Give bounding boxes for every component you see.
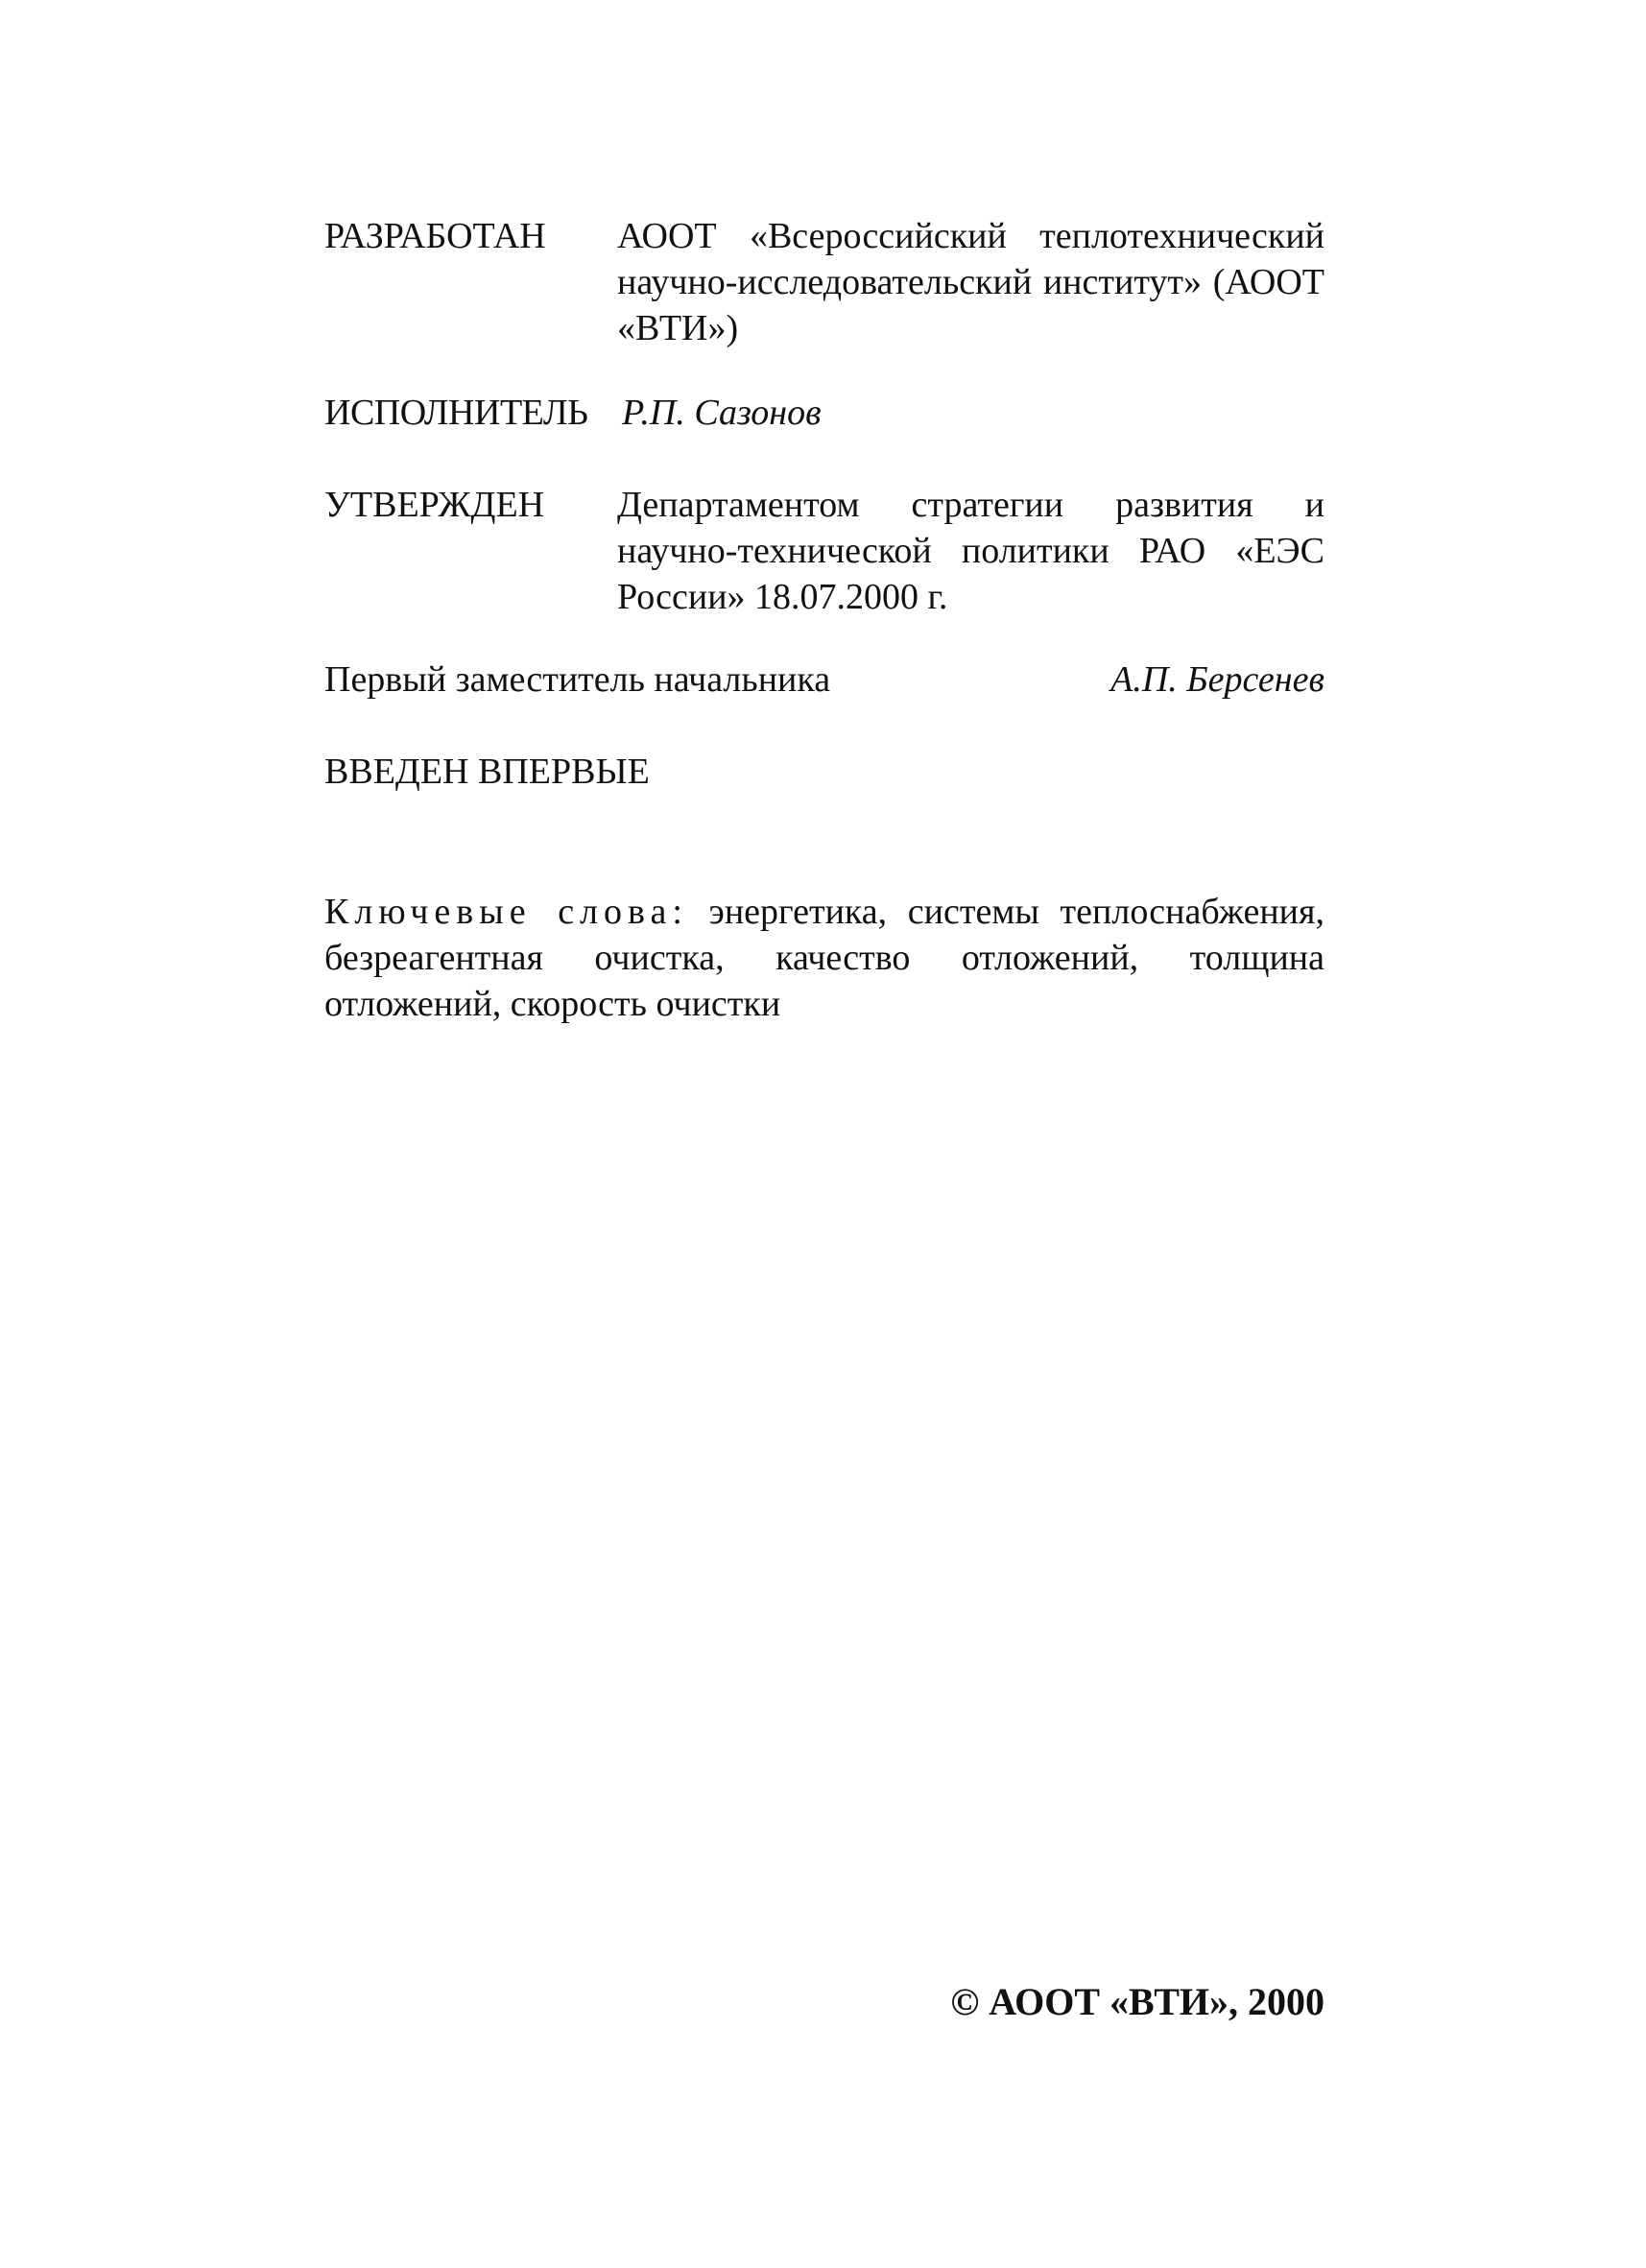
developed-text: АООТ «Всероссийский теплотехнический научно-исследовательский институт» (АООТ «ВТИ») bbox=[617, 216, 1324, 348]
executor-section bbox=[324, 390, 1324, 436]
copyright-notice: © АООТ «ВТИ», 2000 bbox=[950, 1980, 1324, 2023]
executor-name: Р.П. Сазонов bbox=[622, 393, 822, 433]
approver-line bbox=[324, 657, 1324, 703]
approved-label: УТВЕРЖДЕН bbox=[324, 485, 545, 525]
introduced-text: ВВЕДЕН ВПЕРВЫЕ bbox=[324, 752, 650, 792]
keywords-label: Ключевые слова: bbox=[324, 892, 688, 932]
developed-section bbox=[324, 213, 1324, 351]
approver-position: Первый заместитель начальника bbox=[324, 659, 831, 700]
keywords-text: энергетика, системы теплоснабжения, безреагентная очистка, качество отложений, толщина отложений, скорость очистки bbox=[324, 892, 1324, 1024]
introduced-line bbox=[324, 749, 1324, 795]
developed-label: РАЗРАБОТАН bbox=[324, 216, 546, 256]
approved-text: Департаментом стратегии развития и научно-технической политики РАО «ЕЭС России» 18.07.2000 г. bbox=[617, 485, 1324, 617]
approver-name: А.П. Берсенев bbox=[1110, 659, 1324, 700]
executor-label: ИСПОЛНИТЕЛЬ bbox=[324, 393, 588, 433]
keywords-section bbox=[324, 889, 1324, 1027]
approved-section bbox=[324, 482, 1324, 620]
